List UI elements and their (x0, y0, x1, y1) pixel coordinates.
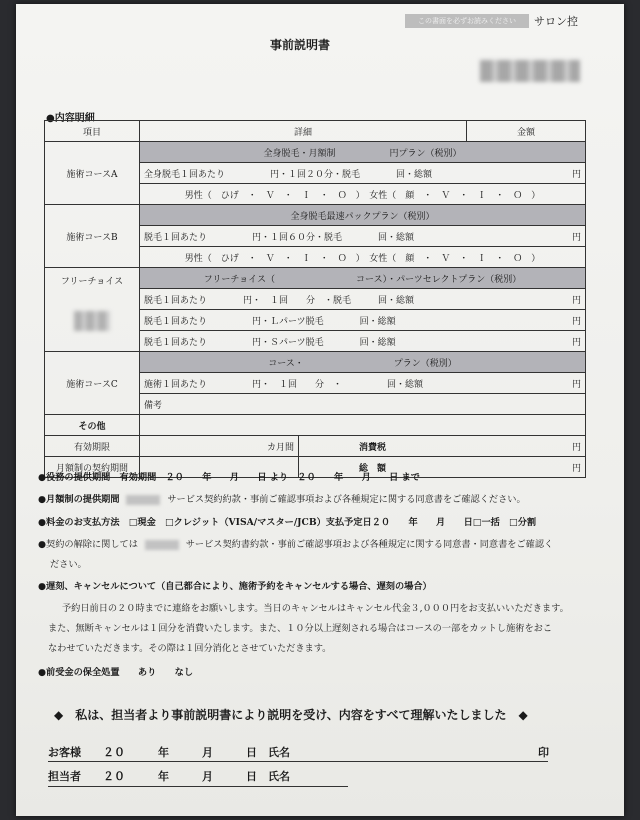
late-cancel-p1: 予約日前日の２０時までに連絡をお願いします。当日のキャンセルはキャンセル代金３,０００円をお支払いいただきます。 (62, 603, 569, 614)
monthly-period-line (38, 491, 526, 505)
course-c-row1-unit: 円 (467, 373, 586, 394)
free-row2: 脱毛１回あたり 円・Ｌパーツ脱毛 回・総額 (140, 310, 467, 331)
course-a-label: 施術コースA (45, 142, 140, 205)
contents-table (44, 120, 586, 478)
section-contents: ●内容明細 (46, 113, 95, 124)
redacted-salon-name (480, 60, 580, 82)
total-label: 総 額 (299, 457, 467, 478)
notice-box: この書面を必ずお読みください (405, 14, 529, 28)
course-b-label: 施術コースB (45, 205, 140, 268)
cancellation-line (38, 536, 553, 550)
course-a-row1-unit: 円 (467, 163, 586, 184)
course-b-row2: 男性（ ひげ ・ Ｖ ・ Ｉ ・ Ｏ ） 女性（ 顔 ・ Ｖ ・ Ｉ ・ Ｏ ） (140, 247, 586, 268)
late-cancel-heading: ●遅刻、キャンセルについて（自己都合により、施術予約をキャンセルする場合、遅刻の場合） (38, 581, 432, 592)
course-c-label: 施術コースC (45, 352, 140, 415)
staff-name-underline (48, 786, 348, 787)
free-row1: 脱毛１回あたり 円・ １回 分 ・脱毛 回・総額 (140, 289, 467, 310)
other-field (140, 415, 586, 436)
total-unit: 円 (467, 457, 586, 478)
tax-label: 消費税 (299, 436, 467, 457)
validity-months: カ月間 (140, 436, 299, 457)
page-title: 事前説明書 (270, 38, 331, 52)
validity-label: 有効期限 (45, 436, 140, 457)
free-row3-unit: 円 (467, 331, 586, 352)
redacted-salon-2 (145, 540, 179, 550)
course-a-row1: 全身脱毛１回あたり 円・１回２０分・脱毛 回・総額 (140, 163, 467, 184)
customer-signature-line: お客様 ２０ 年 月 日 氏名 (48, 744, 548, 762)
late-cancel-p2: また、無断キャンセルは１回分を消費いたします。また、１０分以上遅刻される場合はコースの一部をカットし施術をおこ (48, 623, 553, 634)
late-cancel-p3: なわせていただきます。その際は１回分消化とさせていただきます。 (48, 643, 332, 654)
staff-signature-line: 担当者 ２０ 年 月 日 氏名 (48, 770, 290, 783)
free-row3: 脱毛１回あたり 円・Ｓパーツ脱毛 回・総額 (140, 331, 467, 352)
free-choice-plan: フリーチョイス（ コース）・パーツセレクトプラン（税別） (140, 268, 586, 289)
course-b-row1: 脱毛１回あたり 円・１回６０分・脱毛 回・総額 (140, 226, 467, 247)
free-row1-unit: 円 (467, 289, 586, 310)
agreement-statement: ◆ 私は、担当者より事前説明書により説明を受け、内容をすべて理解いたしました ◆ (54, 708, 528, 722)
cancellation-text: サービス契約書約款・事前ご確認事項および各種規定に関する同意書・同意書をご確認く (185, 539, 554, 550)
redacted-free-note (74, 311, 110, 331)
col-detail: 詳細 (140, 121, 467, 142)
col-amount: 金額 (467, 121, 586, 142)
service-period-line: ●役務の提供期間 有効期間 ２０ 年 月 日 より ２０ 年 月 日 まで (38, 472, 420, 483)
monthly-period-label: 月額制の契約期間 (45, 457, 140, 478)
redacted-salon-1 (126, 495, 160, 505)
free-choice-label: フリーチョイス (45, 268, 140, 352)
course-c-plan: コース・ プラン（税別） (140, 352, 586, 373)
deposit-line: ●前受金の保全処置 あり なし (38, 667, 194, 678)
cancellation-line-2: ださい。 (50, 559, 87, 570)
course-b-row1-unit: 円 (467, 226, 586, 247)
seal-mark: 印 (538, 746, 549, 759)
salon-copy-label: サロン控 (534, 15, 578, 28)
col-item: 項目 (45, 121, 140, 142)
course-b-plan: 全身脱毛最速パックプラン（税別） (140, 205, 586, 226)
course-c-row1: 施術１回あたり 円・ １回 分 ・ 回・総額 (140, 373, 467, 394)
cancellation-heading: ●契約の解除に関しては (38, 539, 138, 550)
other-label: その他 (45, 415, 140, 436)
payment-line: ●料金のお支払方法 □現金 □クレジット（VISA/マスター/JCB）支払予定日２０ 年 月 日□一括 □分割 (38, 517, 537, 528)
monthly-period-heading: ●月額制の提供期間 (38, 494, 120, 505)
tax-unit: 円 (467, 436, 586, 457)
course-a-row2: 男性（ ひげ ・ Ｖ ・ Ｉ ・ Ｏ ） 女性（ 顔 ・ Ｖ ・ Ｉ ・ Ｏ ） (140, 184, 586, 205)
monthly-period-text: サービス契約約款・事前ご確認事項および各種規定に関する同意書をご確認ください。 (167, 494, 526, 505)
course-a-plan: 全身脱毛・月額制 円プラン（税別） (140, 142, 586, 163)
course-c-remarks: 備考 (140, 394, 586, 415)
free-row2-unit: 円 (467, 310, 586, 331)
